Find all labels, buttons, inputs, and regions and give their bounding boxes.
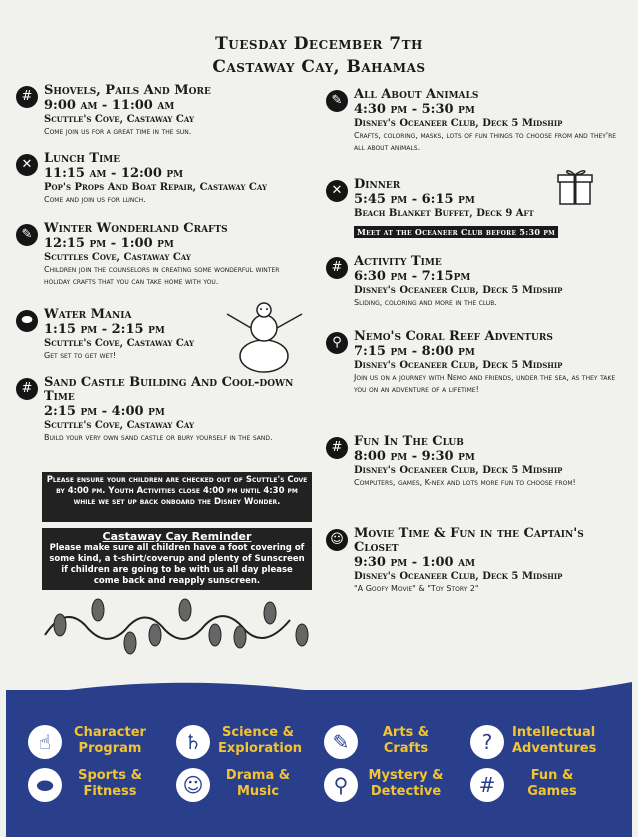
legend-item	[324, 768, 474, 808]
schedule-event	[16, 376, 306, 444]
question-icon: ?	[470, 725, 504, 759]
theater-masks-icon: ☺	[176, 768, 210, 802]
event-time: 5:45 pm - 6:15 pm	[354, 192, 475, 207]
event-title: Water Mania	[44, 307, 132, 322]
event-time: 12:15 pm - 1:00 pm	[44, 236, 174, 251]
event-title: Sand Castle Building And Cool-down Time	[44, 375, 294, 404]
event-description: Computers, games, K-nex and lots more fun to choose from!	[354, 478, 576, 487]
event-description: Crafts, coloring, masks, lots of fun things to choose from and they're all about animals.	[354, 131, 617, 152]
event-description: "A Goofy Movie" & "Toy Story 2"	[354, 584, 479, 593]
schedule-event	[326, 435, 626, 489]
tic-tac-toe-icon: #	[470, 768, 504, 802]
event-title: Lunch Time	[44, 151, 121, 166]
event-location: Scuttles Cove, Castaway Cay	[44, 252, 191, 263]
reminder-text: Please make sure all children have a foot covering of some kind, a t-shirt/coverup and plenty of Sunscreen if children are going to be with us all day please come back and reapply sunscreen.	[49, 543, 305, 586]
event-time: 2:15 pm - 4:00 pm	[44, 404, 165, 419]
football-icon: ⬬	[16, 310, 38, 332]
event-location: Scuttle's Cove, Castaway Cay	[44, 338, 194, 349]
event-location: Disney's Oceaneer Club, Deck 5 Midship	[354, 285, 563, 296]
event-location: Disney's Oceaneer Club, Deck 5 Midship	[354, 465, 563, 476]
page-title: Tuesday December 7th	[215, 34, 423, 54]
schedule-event	[326, 88, 626, 154]
legend-item	[470, 725, 620, 765]
event-location: Scuttle's Cove, Castaway Cay	[44, 420, 194, 431]
legend-label: Intellectual Adventures	[512, 725, 597, 756]
event-time: 8:00 pm - 9:30 pm	[354, 449, 475, 464]
schedule-event	[326, 330, 626, 396]
event-description: Join us on a journey with Nemo and friends, under the sea, as they take you on an adventure of a lifetime!	[354, 373, 616, 394]
event-location: Disney's Oceaneer Club, Deck 5 Midship	[354, 571, 563, 582]
magnifier-icon: ⚲	[324, 768, 358, 802]
legend-item	[28, 768, 178, 808]
legend-label: Arts & Crafts	[382, 725, 430, 756]
event-title: Winter Wonderland Crafts	[44, 221, 228, 236]
event-description: Children join the counselors in creating some wonderful winter holiday crafts that you can take home with you.	[44, 265, 280, 286]
legend-item	[324, 725, 474, 765]
event-title: All About Animals	[354, 87, 479, 102]
theater-masks-icon: ☺	[326, 529, 348, 551]
legend-item	[470, 768, 620, 808]
hash-icon: #	[16, 378, 38, 400]
legend-item	[28, 725, 178, 765]
event-time: 1:15 pm - 2:15 pm	[44, 322, 165, 337]
football-icon: ⬬	[28, 768, 62, 802]
event-description: Come and join us for lunch.	[44, 195, 146, 204]
palette-icon: ✎	[326, 90, 348, 112]
event-title: Activity Time	[354, 254, 442, 269]
event-time: 9:30 pm - 1:00 am	[354, 555, 476, 570]
event-location: Beach Blanket Buffet, Deck 9 Aft	[354, 208, 534, 219]
legend-label: Character Program	[74, 725, 146, 756]
schedule-event	[16, 222, 306, 288]
legend-label: Mystery & Detective	[368, 768, 444, 799]
event-description: Come join us for a great time in the sun.	[44, 127, 192, 136]
legend-label: Fun & Games	[527, 768, 577, 799]
event-time: 9:00 am - 11:00 am	[44, 98, 175, 113]
event-time: 4:30 pm - 5:30 pm	[354, 102, 475, 117]
legend-item	[176, 725, 326, 765]
palette-icon: ✎	[16, 224, 38, 246]
hash-icon: #	[326, 257, 348, 279]
schedule-event	[326, 527, 626, 595]
reminder-title: Castaway Cay Reminder	[102, 530, 252, 543]
hash-icon: #	[326, 437, 348, 459]
utensils-icon: ✕	[16, 154, 38, 176]
magnifier-icon: ⚲	[326, 332, 348, 354]
event-title: Dinner	[354, 177, 401, 192]
legend-label: Sports & Fitness	[78, 768, 142, 799]
event-time: 11:15 am - 12:00 pm	[44, 166, 184, 181]
legend-label: Science & Exploration	[218, 725, 302, 756]
schedule-event	[326, 255, 626, 309]
event-note: Meet at the Oceaneer Club before 5:30 pm	[354, 226, 558, 238]
character-icon: ☝	[28, 725, 62, 759]
schedule-event	[16, 84, 306, 138]
hash-icon: #	[16, 86, 38, 108]
event-location: Disney's Oceaneer Club, Deck 5 Midship	[354, 118, 563, 129]
utensils-icon: ✕	[326, 180, 348, 202]
event-description: Sliding, coloring and more in the club.	[354, 298, 497, 307]
event-title: Nemo's Coral Reef Adventurs	[354, 329, 553, 344]
planet-icon: ♄	[176, 725, 210, 759]
page-subtitle: Castaway Cay, Bahamas	[212, 57, 426, 77]
legend-label: Drama & Music	[225, 768, 291, 799]
event-location: Scuttle's Cove, Castaway Cay	[44, 114, 194, 125]
event-description: Build your very own sand castle or bury yourself in the sand.	[44, 433, 273, 442]
palette-icon: ✎	[324, 725, 358, 759]
event-location: Pop's Props And Boat Repair, Castaway Cay	[44, 182, 267, 193]
event-time: 6:30 pm - 7:15pm	[354, 269, 471, 284]
checkout-notice: Please ensure your children are checked out of Scuttle's Cove by 4:00 pm. Youth Activities close 4:00 pm until 4:30 pm while we set up back onboard the Disney Wonder.	[42, 472, 312, 522]
legend-item	[176, 768, 326, 808]
event-title: Movie Time & Fun in the Captain's Closet	[354, 526, 584, 555]
string-lights-illustration	[40, 595, 310, 670]
event-title: Shovels, Pails And More	[44, 83, 211, 98]
snowman-illustration	[222, 300, 307, 375]
reminder-box	[42, 528, 312, 590]
gift-illustration	[556, 166, 596, 208]
schedule-event	[16, 152, 306, 206]
event-description: Get set to get wet!	[44, 351, 117, 360]
event-time: 7:15 pm - 8:00 pm	[354, 344, 475, 359]
event-title: Fun In The Club	[354, 434, 464, 449]
event-location: Disney's Oceaneer Club, Deck 5 Midship	[354, 360, 563, 371]
